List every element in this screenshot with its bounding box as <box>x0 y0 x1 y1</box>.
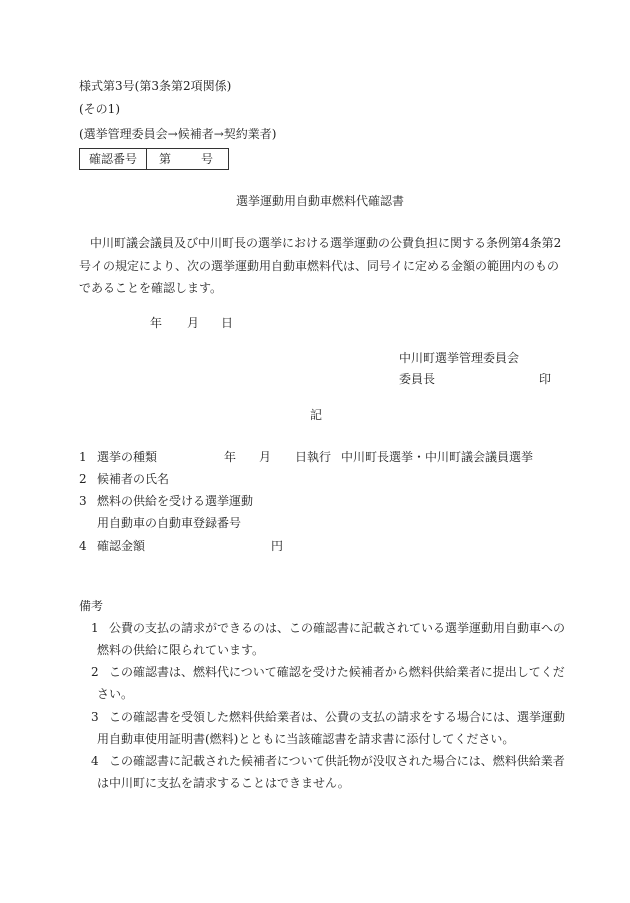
confirm-number-label: 確認番号 <box>80 149 147 169</box>
item-1-number: 1 <box>79 450 87 464</box>
note-2-number: 2 <box>91 665 99 679</box>
form-number: 様式第3号(第3条第2項関係) <box>79 79 232 93</box>
note-1-line-1: 公費の支払の請求ができるのは、この確認書に記載されている選挙運動用自動車への <box>109 621 566 635</box>
ki-heading: 記 <box>310 408 323 422</box>
note-4-line-2: は中川町に支払を請求することはできません。 <box>97 776 350 790</box>
confirm-number-field[interactable] <box>147 149 228 169</box>
item-1-day: 日執行 <box>295 450 332 464</box>
item-3-label-cont: 用自動車の自動車登録番号 <box>97 516 242 530</box>
note-2-line-2: さい。 <box>97 687 134 701</box>
notes-heading: 備考 <box>79 599 104 613</box>
item-4-unit: 円 <box>271 539 284 553</box>
note-3-line-1: この確認書を受領した燃料供給業者は、公費の支払の請求をする場合には、選挙運動 <box>109 710 566 724</box>
item-2-label: 候補者の氏名 <box>97 472 170 486</box>
note-1-line-2: 燃料の供給に限られています。 <box>97 643 265 657</box>
item-2-number: 2 <box>79 472 87 486</box>
issuer-title: 委員長 <box>399 372 436 386</box>
note-2-line-1: この確認書は、燃料代について確認を受けた候補者から燃料供給業者に提出してくだ <box>109 665 565 679</box>
date-day: 日 <box>221 316 234 330</box>
item-3-label: 燃料の供給を受ける選挙運動 <box>97 494 254 508</box>
form-part: (その1) <box>79 102 120 116</box>
item-1-value: 中川町長選挙・中川町議会議員選挙 <box>341 450 534 464</box>
note-4-number: 4 <box>91 754 99 768</box>
note-1-number: 1 <box>91 621 99 635</box>
item-4-label: 確認金額 <box>97 539 146 553</box>
seal-mark: 印 <box>539 372 552 386</box>
body-line-3: であることを確認します。 <box>79 281 223 295</box>
note-3-line-2: 用自動車使用証明書(燃料)とともに当該確認書を請求書に添付してください。 <box>97 732 515 746</box>
confirm-number-box <box>79 148 229 170</box>
date-month: 月 <box>187 316 200 330</box>
confirm-number-dai: 第 <box>159 152 172 166</box>
item-1-month: 月 <box>259 450 272 464</box>
document-title: 選挙運動用自動車燃料代確認書 <box>236 194 405 208</box>
form-flow: (選挙管理委員会→候補者→契約業者) <box>79 127 277 141</box>
item-3-number: 3 <box>79 494 87 508</box>
confirm-number-go: 号 <box>201 152 214 166</box>
note-4-line-1: この確認書に記載された候補者について供託物が没収された場合には、燃料供給業者 <box>109 754 565 768</box>
item-1-label: 選挙の種類 <box>97 450 158 464</box>
date-year: 年 <box>150 316 163 330</box>
issuer-org: 中川町選挙管理委員会 <box>399 351 520 365</box>
item-4-number: 4 <box>79 539 87 553</box>
body-line-1: 中川町議会議員及び中川町長の選挙における選挙運動の公費負担に関する条例第4条第2 <box>90 236 562 250</box>
note-3-number: 3 <box>91 710 99 724</box>
item-1-year: 年 <box>224 450 237 464</box>
body-line-2: 号イの規定により、次の選挙運動用自動車燃料代は、同号イに定める金額の範囲内のもの <box>79 259 560 273</box>
